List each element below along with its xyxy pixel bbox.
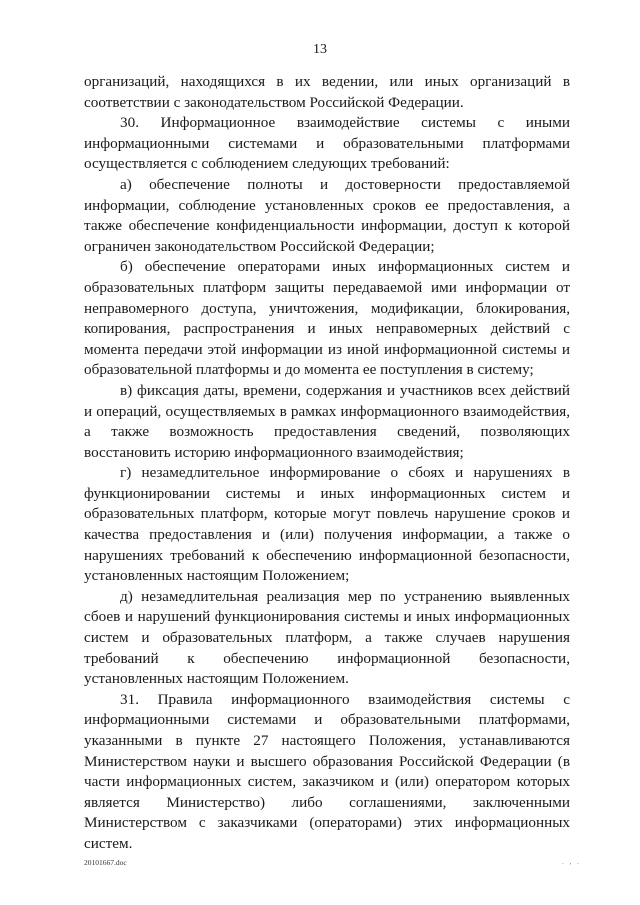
- paragraph-subitem-v: в) фиксация даты, времени, содержания и участников всех действий и операций, осуществляемых в рамках информационного взаимодействия, а также возможность предоставления сведений, позволяющих восстановить историю информационного взаимодействия;: [84, 381, 570, 461]
- paragraph-item-30: 30. Информационное взаимодействие системы с иными информационными системами и образовательными платформами осуществляется с соблюдением следующих требований:: [84, 114, 570, 173]
- paragraph-item-31: 31. Правила информационного взаимодействия системы с информационными системами и образовательными платформами, указанными в пункте 27 настоящего Положения, устанавливаются Министерством науки и высшего образования Российской Федерации (в части информационных систем, заказчиком и (или) оператором которых является Министерство) либо соглашениями, заключенными Министерством с заказчиками (операторами) этих информационных систем.: [84, 690, 570, 852]
- document-body: [84, 72, 570, 855]
- paragraph-subitem-a: а) обеспечение полноты и достоверности предоставляемой информации, соблюдение установленных сроков ее предоставления, а также обеспечение конфиденциальности информации, доступ к которой ограничен законодательством Российской Федерации;: [84, 175, 570, 255]
- paragraph-subitem-b: б) обеспечение операторами иных информационных систем и образовательных платформ защиты передаваемой ими информации от неправомерного доступа, уничтожения, модификации, блокирования, копирования, распространения и иных неправомерных действий с момента передачи этой информации из иной информационной системы и образовательной платформы и до момента ее поступления в систему;: [84, 258, 570, 379]
- scan-marks: . , .: [562, 858, 581, 866]
- page-number: 13: [313, 42, 327, 57]
- paragraph-subitem-g: г) незамедлительное информирование о сбоях и нарушениях в функционировании системы и иных информационных систем и образовательных платформ, которые могут повлечь нарушение сроков и качества предоставления и (или) получения информации, а также о нарушениях требований к обеспечению информационной безопасности, установленных настоящим Положением;: [84, 464, 570, 585]
- paragraph-subitem-d: д) незамедлительная реализация мер по устранению выявленных сбоев и нарушений функционирования системы и иных информационных систем и образовательных платформ, а также случаев нарушения требований к обеспечению информационной безопасности, установленных настоящим Положением.: [84, 587, 570, 688]
- document-file-code: 20101667.doc: [84, 858, 127, 867]
- paragraph-continuation: организаций, находящихся в их ведении, или иных организаций в соответствии с законодательством Российской Федерации.: [84, 73, 570, 111]
